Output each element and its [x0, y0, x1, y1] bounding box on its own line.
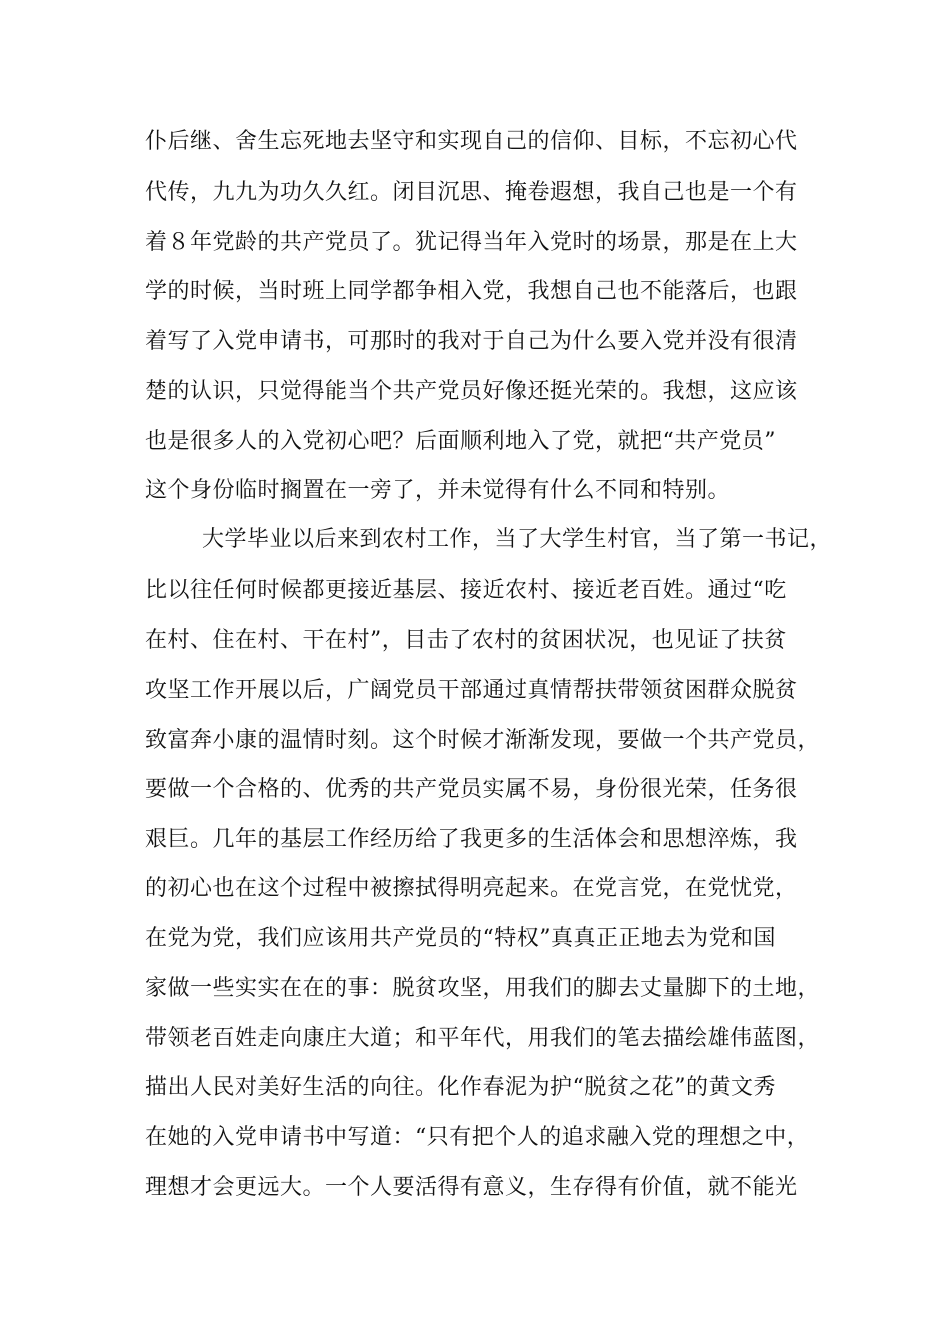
text-line: 艰巨。几年的基层工作经历给了我更多的生活体会和思想淬炼，我: [145, 827, 798, 852]
text-line: 描出人民对美好生活的向往。化作春泥为护“脱贫之花”的黄文秀: [145, 1075, 776, 1100]
text-line: 也是很多人的入党初心吧？后面顺利地入了党，就把“共产党员”: [145, 429, 776, 454]
text-line: 致富奔小康的温情时刻。这个时候才渐渐发现，要做一个共产党员，: [145, 728, 821, 753]
text-line: 要做一个合格的、优秀的共产党员实属不易，身份很光荣，任务很: [145, 777, 798, 802]
text-line: 代传，九九为功久久红。闭目沉思、掩卷遐想，我自己也是一个有: [145, 180, 798, 205]
text-line: 着８年党龄的共产党员了。犹记得当年入党时的场景，那是在上大: [145, 230, 798, 255]
text-line: 在党为党，我们应该用共产党员的“特权”真真正正地去为党和国: [145, 926, 776, 951]
text-line: 带领老百姓走向康庄大道；和平年代，用我们的笔去描绘雄伟蓝图，: [145, 1026, 821, 1051]
paragraph-first-line: 大学毕业以后来到农村工作，当了大学生村官，当了第一书记，: [202, 527, 833, 552]
text-line: 楚的认识，只觉得能当个共产党员好像还挺光荣的。我想，这应该: [145, 379, 798, 404]
text-line: 的初心也在这个过程中被擦拭得明亮起来。在党言党，在党忧党，: [145, 876, 798, 901]
text-line: 学的时候，当时班上同学都争相入党，我想自己也不能落后，也跟: [145, 279, 798, 304]
text-line: 在村、住在村、干在村”，目击了农村的贫困状况，也见证了扶贫: [145, 628, 787, 653]
text-line: 在她的入党申请书中写道：“只有把个人的追求融入党的理想之中，: [145, 1125, 810, 1150]
text-line: 家做一些实实在在的事：脱贫攻坚，用我们的脚去丈量脚下的土地，: [145, 976, 821, 1001]
text-line: 着写了入党申请书，可那时的我对于自己为什么要入党并没有很清: [145, 329, 798, 354]
text-line: 攻坚工作开展以后，广阔党员干部通过真情帮扶带领贫困群众脱贫: [145, 678, 798, 703]
text-line: 仆后继、舍生忘死地去坚守和实现自己的信仰、目标，不忘初心代: [145, 129, 798, 154]
text-line: 理想才会更远大。一个人要活得有意义，生存得有价值，就不能光: [145, 1175, 798, 1200]
text-line: 这个身份临时搁置在一旁了，并未觉得有什么不同和特别。: [145, 478, 731, 503]
text-line: 比以往任何时候都更接近基层、接近农村、接近老百姓。通过“吃: [145, 578, 787, 603]
